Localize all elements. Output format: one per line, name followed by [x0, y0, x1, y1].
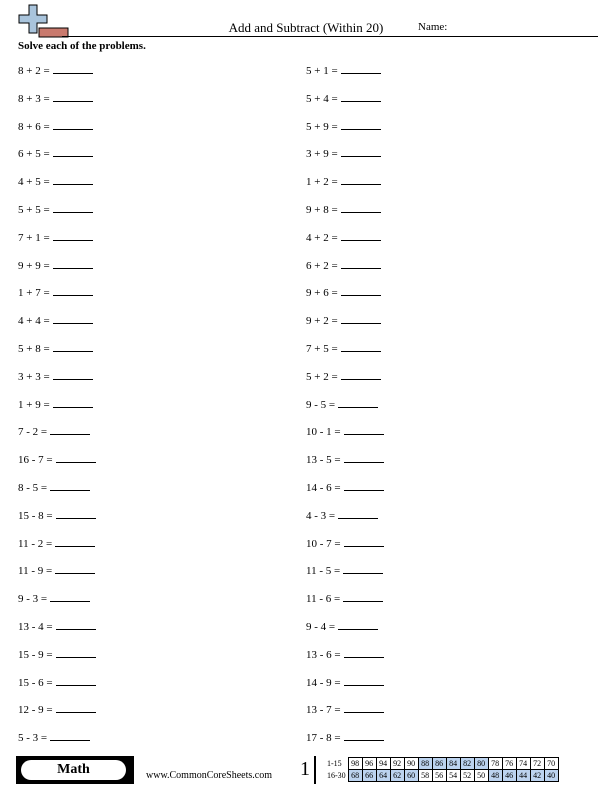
problem-text: 15 - 6 =	[18, 676, 53, 689]
problem-text: 17 - 8 =	[306, 732, 341, 745]
problem-text: 7 - 2 =	[18, 426, 48, 439]
problem-text: 12 - 9 =	[18, 704, 53, 717]
problem-item	[306, 424, 384, 452]
answer-blank[interactable]	[343, 563, 383, 574]
answer-blank[interactable]	[56, 647, 96, 658]
score-row	[326, 770, 558, 782]
answer-blank[interactable]	[341, 202, 381, 213]
score-cell: 72	[530, 758, 544, 770]
answer-blank[interactable]	[50, 591, 90, 602]
answer-blank[interactable]	[50, 730, 90, 741]
answer-blank[interactable]	[341, 285, 381, 296]
score-cell: 42	[530, 770, 544, 782]
answer-blank[interactable]	[344, 480, 384, 491]
answer-blank[interactable]	[344, 730, 384, 741]
answer-blank[interactable]	[344, 675, 384, 686]
problem-text: 6 + 2 =	[306, 259, 338, 272]
answer-blank[interactable]	[50, 424, 90, 435]
problem-item	[306, 174, 384, 202]
problem-item	[18, 452, 96, 480]
score-cell: 54	[446, 770, 460, 782]
problem-item	[18, 369, 96, 397]
problem-text: 4 + 2 =	[306, 231, 338, 244]
problem-text: 15 - 8 =	[18, 509, 53, 522]
problem-item	[306, 230, 384, 258]
score-cell: 96	[362, 758, 376, 770]
score-cell: 66	[362, 770, 376, 782]
problem-text: 9 + 6 =	[306, 287, 338, 300]
answer-blank[interactable]	[341, 63, 381, 74]
problem-text: 5 + 9 =	[306, 120, 338, 133]
problem-item	[18, 563, 96, 591]
answer-blank[interactable]	[344, 452, 384, 463]
score-cell: 74	[516, 758, 530, 770]
problem-text: 13 - 5 =	[306, 454, 341, 467]
answer-blank[interactable]	[338, 397, 378, 408]
problem-text: 5 + 5 =	[18, 203, 50, 216]
problem-text: 3 + 3 =	[18, 370, 50, 383]
problem-text: 11 - 2 =	[18, 537, 53, 550]
problem-text: 13 - 7 =	[306, 704, 341, 717]
problem-item	[306, 675, 384, 703]
answer-blank[interactable]	[53, 174, 93, 185]
score-row-label: 16-30	[327, 771, 346, 780]
score-cell: 98	[348, 758, 362, 770]
problem-text: 7 + 5 =	[306, 342, 338, 355]
answer-blank[interactable]	[56, 508, 96, 519]
answer-blank[interactable]	[341, 230, 381, 241]
score-cell: 94	[376, 758, 390, 770]
instructions: Solve each of the problems.	[18, 40, 146, 52]
problem-item	[306, 63, 384, 91]
score-cell: 60	[404, 770, 418, 782]
problem-item	[306, 285, 384, 313]
score-cell: 40	[544, 770, 558, 782]
problem-text: 11 - 5 =	[306, 565, 341, 578]
answer-blank[interactable]	[341, 174, 381, 185]
answer-blank[interactable]	[338, 619, 378, 630]
problem-text: 10 - 1 =	[306, 426, 341, 439]
answer-blank[interactable]	[344, 702, 384, 713]
score-cell: 46	[502, 770, 516, 782]
subject-badge: Math	[21, 760, 126, 780]
problem-item	[18, 647, 96, 675]
answer-blank[interactable]	[53, 258, 93, 269]
problem-text: 3 + 9 =	[306, 148, 338, 161]
answer-blank[interactable]	[341, 146, 381, 157]
problem-text: 9 + 2 =	[306, 315, 338, 328]
problem-item	[18, 508, 96, 536]
problem-item	[18, 619, 96, 647]
score-cell: 90	[404, 758, 418, 770]
problem-item	[18, 202, 96, 230]
problem-text: 9 - 5 =	[306, 398, 336, 411]
answer-blank[interactable]	[344, 647, 384, 658]
answer-blank[interactable]	[53, 313, 93, 324]
answer-blank[interactable]	[341, 313, 381, 324]
answer-blank[interactable]	[56, 702, 96, 713]
problem-item	[306, 146, 384, 174]
answer-blank[interactable]	[56, 452, 96, 463]
problem-text: 13 - 4 =	[18, 620, 53, 633]
problem-item	[18, 63, 96, 91]
footer	[16, 756, 598, 784]
page-number: 1	[300, 758, 310, 780]
score-cell: 80	[474, 758, 488, 770]
problem-text: 7 + 1 =	[18, 231, 50, 244]
right-column	[306, 63, 384, 758]
score-cell: 88	[418, 758, 432, 770]
score-row	[326, 758, 558, 770]
problem-item	[306, 480, 384, 508]
problem-item	[306, 341, 384, 369]
answer-blank[interactable]	[53, 202, 93, 213]
problem-item	[18, 730, 96, 758]
problem-text: 11 - 9 =	[18, 565, 53, 578]
score-cell: 76	[502, 758, 516, 770]
score-cell: 50	[474, 770, 488, 782]
problem-text: 9 + 8 =	[306, 203, 338, 216]
problem-item	[18, 591, 96, 619]
score-cell: 70	[544, 758, 558, 770]
problem-text: 10 - 7 =	[306, 537, 341, 550]
problem-item	[18, 174, 96, 202]
problem-item	[18, 91, 96, 119]
answer-blank[interactable]	[55, 536, 95, 547]
problem-text: 1 + 9 =	[18, 398, 50, 411]
problem-text: 13 - 6 =	[306, 648, 341, 661]
answer-blank[interactable]	[56, 675, 96, 686]
problem-item	[18, 119, 96, 147]
score-cell: 84	[446, 758, 460, 770]
problem-text: 5 + 4 =	[306, 92, 338, 105]
problem-text: 1 + 2 =	[306, 176, 338, 189]
answer-blank[interactable]	[341, 119, 381, 130]
problem-text: 5 - 3 =	[18, 732, 48, 745]
problem-item	[306, 369, 384, 397]
problem-text: 15 - 9 =	[18, 648, 53, 661]
problem-text: 16 - 7 =	[18, 454, 53, 467]
answer-blank[interactable]	[53, 397, 93, 408]
problem-item	[18, 313, 96, 341]
problem-text: 5 + 8 =	[18, 342, 50, 355]
problem-item	[306, 313, 384, 341]
score-cell: 64	[376, 770, 390, 782]
answer-blank[interactable]	[53, 63, 93, 74]
problem-text: 9 - 4 =	[306, 620, 336, 633]
problem-item	[18, 341, 96, 369]
problem-item	[18, 480, 96, 508]
problem-item	[306, 202, 384, 230]
header-rule	[62, 36, 598, 37]
problem-item	[18, 536, 96, 564]
score-row-label: 1-15	[327, 759, 342, 768]
problem-item	[18, 230, 96, 258]
name-label: Name:	[418, 21, 448, 33]
score-cell: 58	[418, 770, 432, 782]
problem-item	[18, 675, 96, 703]
problem-text: 5 + 2 =	[306, 370, 338, 383]
score-cell: 44	[516, 770, 530, 782]
answer-blank[interactable]	[53, 146, 93, 157]
answer-blank[interactable]	[53, 119, 93, 130]
problem-item	[18, 258, 96, 286]
problem-text: 8 + 2 =	[18, 65, 50, 77]
problem-text: 9 - 3 =	[18, 593, 48, 606]
score-cell: 48	[488, 770, 502, 782]
answer-blank[interactable]	[344, 424, 384, 435]
problem-item	[306, 647, 384, 675]
problem-item	[306, 258, 384, 286]
problem-text: 4 + 4 =	[18, 315, 50, 328]
problem-item	[306, 730, 384, 758]
problem-item	[306, 563, 384, 591]
answer-blank[interactable]	[53, 341, 93, 352]
problem-item	[306, 119, 384, 147]
page-title: Add and Subtract (Within 20)	[228, 20, 384, 35]
problem-text: 1 + 7 =	[18, 287, 50, 300]
answer-blank[interactable]	[344, 536, 384, 547]
answer-blank[interactable]	[341, 341, 381, 352]
problem-item	[306, 591, 384, 619]
score-cell: 92	[390, 758, 404, 770]
score-cell: 52	[460, 770, 474, 782]
answer-blank[interactable]	[341, 258, 381, 269]
answer-blank[interactable]	[53, 230, 93, 241]
problem-text: 9 + 9 =	[18, 259, 50, 272]
problem-text: 8 + 3 =	[18, 92, 50, 105]
problem-text: 8 - 5 =	[18, 481, 48, 494]
problem-item	[306, 536, 384, 564]
answer-blank[interactable]	[341, 91, 381, 102]
answer-blank[interactable]	[50, 480, 90, 491]
problem-item	[306, 508, 384, 536]
score-cell: 86	[432, 758, 446, 770]
problem-item	[18, 146, 96, 174]
site-url: www.CommonCoreSheets.com	[146, 770, 273, 781]
problem-text: 14 - 9 =	[306, 676, 341, 689]
problem-text: 8 + 6 =	[18, 120, 50, 133]
problem-item	[306, 619, 384, 647]
answer-blank[interactable]	[341, 369, 381, 380]
answer-blank[interactable]	[53, 91, 93, 102]
left-column	[18, 63, 96, 758]
problem-item	[18, 424, 96, 452]
score-cell: 56	[432, 770, 446, 782]
answer-blank[interactable]	[53, 285, 93, 296]
score-cell: 78	[488, 758, 502, 770]
answer-blank[interactable]	[338, 508, 378, 519]
score-cell: 62	[390, 770, 404, 782]
problem-item	[306, 91, 384, 119]
problem-text: 6 + 5 =	[18, 148, 50, 161]
problem-text: 4 - 3 =	[306, 509, 336, 522]
problem-item	[306, 702, 384, 730]
problem-text: 14 - 6 =	[306, 481, 341, 494]
answer-blank[interactable]	[53, 369, 93, 380]
problem-text: 4 + 5 =	[18, 176, 50, 189]
problem-item	[306, 452, 384, 480]
score-table	[326, 757, 559, 782]
problem-text: 11 - 6 =	[306, 593, 341, 606]
problem-item	[18, 397, 96, 425]
score-cell: 68	[348, 770, 362, 782]
problem-item	[18, 702, 96, 730]
answer-blank[interactable]	[56, 619, 96, 630]
answer-blank[interactable]	[55, 563, 95, 574]
answer-blank[interactable]	[343, 591, 383, 602]
problem-item	[306, 397, 384, 425]
score-cell: 82	[460, 758, 474, 770]
problem-item	[18, 285, 96, 313]
problem-text: 5 + 1 =	[306, 65, 338, 77]
